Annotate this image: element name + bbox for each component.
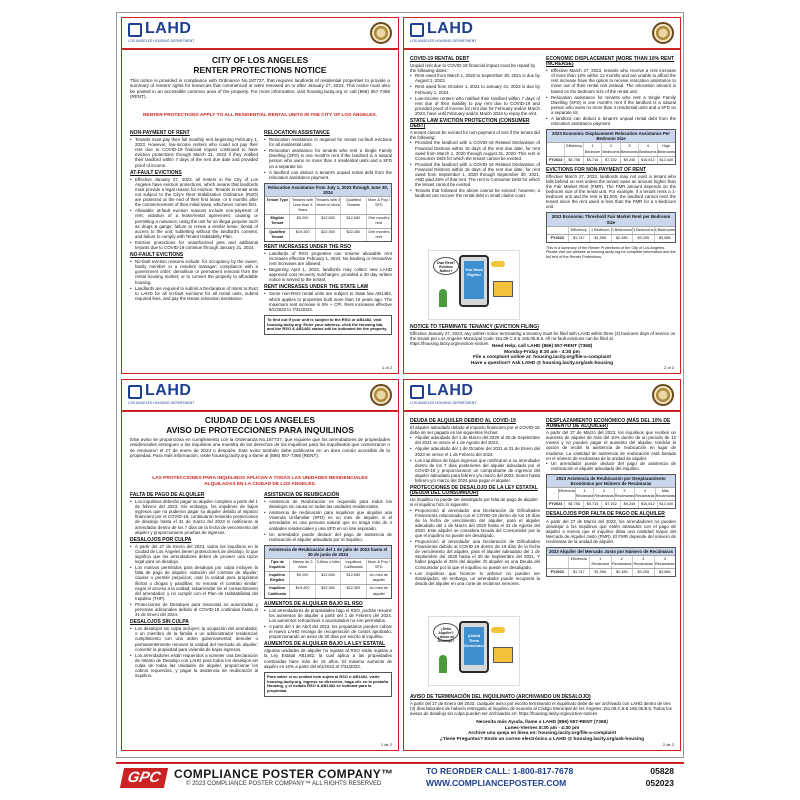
city-seal-icon (652, 384, 674, 406)
product-code: 05828 (650, 766, 674, 776)
city-seal-icon (370, 384, 392, 406)
city-seal-icon (652, 22, 674, 44)
paragraph: A tenant cannot be evicted for non-payment of rent if the tenant did the following: (410, 130, 540, 141)
section-heading: DESALOJOS POR CULPA (130, 536, 192, 543)
table-header-cell: 3 Bedrooms (620, 143, 638, 155)
section-heading: RENT INCREASES UNDER THE RSO (264, 243, 351, 250)
lahd-logo (410, 384, 496, 408)
lahd-logo (128, 384, 214, 408)
paragraph: Un inquilino no puede ser desalojado por falta de pago de alquiler si el inquilino hizo lo siguiente: (410, 497, 538, 508)
paragraph: Effective January 27, 2023, any written notice terminating a tenancy must be filed with LAHD within three (3) business days of service on the tenant per Los Angeles Municipal Code 151.09.C.9 & 165.05.B.5. All no-fault evictions can be filed at https://housing.lacity.org/eviction-notices (410, 331, 676, 347)
relocation-table (264, 183, 392, 242)
footer (116, 762, 684, 790)
table-cell: $1,956 (589, 569, 611, 576)
bullet: • Some non-RSO rental units are subject to State law AB1482, which applies to properties built more than 15 years ago. The maximum rent increase is 5% + CPI. Rent increases effective 8/1/2022 to 7/31/2023. (264, 291, 392, 311)
table-row (265, 584, 391, 597)
bullet: • Tenants must pay their full monthly rent beginning February 1, 2023. However, low-income renters who could not pay their rent due to COVID-19 financial impact continued to have eviction protections through March 31, 2023 if they notified their landlord within 7 days of the rent due date and provided proof of income. (130, 137, 258, 168)
disclaimer: This is a summary of the Renter Protections of the City of Los Angeles. Please visit our website at housing.lacity.org for complete information and the full text of the Renter Protections. (546, 245, 676, 259)
page-title (142, 416, 378, 435)
table-header-cell: 3 Recámaras (632, 556, 654, 568)
lahd-logo-icon (128, 23, 142, 37)
left-column (410, 54, 540, 199)
table-header-cell: 1 Recámara (575, 488, 594, 500)
table-cell: $22,350 (315, 229, 340, 241)
fair-market-rent-table (546, 547, 676, 577)
table-cell: $3,686 (654, 235, 676, 242)
poster (116, 12, 684, 758)
phone-screen-text: ¡Usted Tiene Derechos! (464, 627, 484, 665)
table-header-cell: 4 Bedrooms (654, 227, 676, 234)
bullet: • Proporcionó al arrendador una Declaración de Dificultades Financieras relacionada con el COVID-19 dentro de los 15 días de la fecha de vencimiento del alquiler, para el alquiler adeudado del 1 de Marzo del 2020 hasta el 31 de Agosto del 2020. Este alquiler se considera Deuda del Consumidor por la que el inquilino no puede ser desalojado. (410, 508, 540, 539)
section-heading: DESALOJOS SIN CULPA (130, 619, 189, 626)
phone-icon (459, 621, 489, 673)
bullet: • A landlord can deduct a tenant's unpaid rental debt from the relocation assistance payment. (264, 170, 392, 180)
bullet: • Provided the landlord with a COVID-19 Related Declaration of Financial Distress within 15 days of the rent due date, for rent owed from September 1, 2020 through September 30, 2021, AND paid 25% of that rent. The rent is Consumer Debt for which the tenant cannot be evicted. (410, 162, 540, 187)
lahd-logo-icon (410, 385, 424, 399)
section-heading: NO-FAULT EVICTIONS (130, 252, 184, 259)
table-row (547, 500, 675, 508)
gpc-logo: GPC (120, 768, 168, 788)
bullet: • Los motivos permitidos para desalojos por culpa incluyen la falta de pago de alquiler; violación del contrato de alquiler; causar o permitir perjuicios; usar la unidad para propósitos ilícitos o drogas y pandillas; no renovar el contrato similar; negar el acceso a la unidad; subarrendar sin el consentimiento del arrendador; y no cumplir con el Plan de Habitabilidad del Inquilino (THP). (130, 565, 258, 601)
contact-line: Necesita más Ayuda, llame a LAHD (866) 557-RENT (7368) (476, 720, 608, 725)
bullet: • Los inquilinos deberán pagar su alquiler completo a partir del 1 de febrero del 2023. Sin embargo, los inquilinos de bajos ingresos que no pudieron pagar su alquiler debido al impacto financiero por el COVID-19, continuaron teniendo protecciones de desalojo hasta el 31 de marzo del 2023 si notificaron al arrendador dentro de los 7 días de la fecha de vencimiento del alquiler y proporcionaron pruebas de ingresos. (130, 499, 258, 535)
copyright: © 2023 COMPLIANCE POSTER COMPANY™ ALL RIGHTS RESERVED (186, 781, 382, 787)
table-cell: $19,400 (289, 229, 314, 241)
contact-line: File a complaint online at: housing.lacity.org/file-a-complaint (473, 355, 611, 361)
footer-website-link[interactable]: WWW.COMPLIANCEPOSTER.COM (426, 778, 567, 788)
rights-illustration (428, 250, 520, 320)
table-cell: Qualified Tenant (269, 229, 286, 239)
key-icon (491, 261, 505, 267)
fair-market-rent-table (546, 212, 676, 242)
plant-icon (439, 655, 447, 673)
table-cell: $1,747 (568, 569, 590, 576)
contact-line: Lunes-Viernes 8:30 am - 4:30 pm (504, 725, 580, 731)
table-cell: $1,747 (568, 235, 590, 242)
phone-screen-text: You Have Rights! (464, 261, 484, 299)
termination-section (410, 692, 676, 716)
right-column (546, 54, 676, 259)
economic-displacement-table (546, 129, 676, 164)
house-icon (493, 647, 513, 663)
section-heading: DEUDA DE ALQUILER DEBIDO AL COVID-19 (410, 418, 516, 424)
contact-line: Monday-Friday 8:30 am - 4:30 pm (504, 349, 580, 355)
table-header-cell: Tenants with Less than 3 Years (289, 197, 314, 214)
rso-lookup-box: To find out if your unit is subject to the RSO or AB1482, visit housing.lacity.org. Enter your address, click the Housing tab, and the RSO & AB1482 status will be indicated for the property. (264, 315, 392, 335)
table-row (547, 234, 675, 242)
bullet: • Asistencia de reubicación para inquilinos que alquilan una Vivienda Unifamiliar (SFD) es un mes de alquiler, si el arrendador es una persona natural que no tenga más de 4 unidades residenciales y una SFD en un lote separado. (264, 510, 392, 530)
bullet: • Rent owed from October 1, 2021 to January 31, 2023 is due by February 1, 2024. (410, 84, 540, 94)
table-header-cell: Tipo de Inquilino (269, 560, 286, 570)
table-header-cell: 3 Bedrooms (632, 227, 654, 234)
lahd-dept-text: LOS ANGELES HOUSING DEPARTMENT (410, 39, 477, 43)
reorder-phone[interactable]: TO REORDER CALL: 1-800-817-7678 (426, 766, 574, 776)
panel-english-page-1 (121, 17, 399, 374)
table-title: Asistencia de Reubicación del 1 de julio de 2023 hasta el 30 de junio de 2024 (265, 546, 391, 558)
table-cell: One month's rent (366, 215, 391, 227)
table-header-cell: 2 Recámaras (611, 556, 633, 568)
table-cell: $9,240 (620, 501, 638, 508)
title-line-2: AVISO DE PROTECCIONES PARA INQUILINOS (166, 424, 354, 435)
panel-spanish-page-1 (121, 379, 399, 751)
table-cell: $12,650 (340, 572, 365, 584)
economic-displacement-table (546, 474, 676, 509)
panel-english-page-2 (403, 17, 681, 374)
paragraph: A partir del 27 de Marzo del 2023, los arrendadores no pueden desalojar a los inquilinos que estén atrasados con el pago de alquiler a menos que el inquilino deba una cantidad mayor del Mercado de Alquiler Justo (FMR). El FMR depende del número de recámaras de la unidad de alquiler. (546, 518, 676, 544)
termination-section (410, 322, 676, 346)
lahd-logo-text: LAHD (427, 20, 474, 37)
bullet: • Beginning April 1, 2023, landlords may collect new LAHD approved cost recovery surcharges, provided a 30 day written notice is served to the tenant. (264, 267, 392, 282)
table-header-row (547, 142, 675, 155)
bullet: • Los arrendadores de propiedades bajo el RSO, podrán resumir los aumentos de alquiler a partir del 1 de Febrero del 2024. Los aumentos retroactivos o acumulados no son permitidos. (264, 608, 392, 623)
lahd-logo-icon (410, 23, 424, 37)
table-row (265, 214, 391, 227)
table-cell: Un mes de alquiler (366, 572, 391, 584)
red-notice: RENTER PROTECTIONS APPLY TO ALL RESIDENTIAL RENTAL UNITS IN THE CITY OF LOS ANGELES. (142, 113, 377, 118)
bullet: • Relocation assistance for tenants who rent a Single Family Dwelling (SFD) is one month's rent if the landlord is a natural person who owns no more than 4 residential units and a SFD on a separate lot. (264, 148, 392, 168)
table-header-cell: High Bedrooms (657, 143, 675, 155)
bullet: • Landlords of RSO properties can resume allowable rent increases effective February 1, 2024. No banking or retroactive rent increases are allowed. (264, 251, 392, 266)
table-header-cell (547, 488, 558, 500)
table-header-cell: Menos de 3 Años (289, 559, 314, 571)
lahd-logo-text: LAHD (145, 20, 192, 37)
bullet: • Un arrendador puede deducir del pago de asistencia de reubicación el alquiler adeudado del inquilino. (546, 461, 676, 471)
table-header-cell: Más Recámaras (655, 488, 675, 500)
relocation-table (264, 545, 392, 599)
table-title: 2023 Economic Displacement Relocation Assistance Per Bedroom Size (547, 130, 675, 142)
table-header-row (547, 487, 675, 500)
table-header-cell: 3 Años o Más (315, 559, 340, 571)
table-cell: $4,758 (564, 501, 582, 508)
paragraph: A partir del 27 de Marzo del 2023, los inquilinos que reciben un aumento de alquiler de más del 10% dentro de un periodo de 12 meses y no pueden pagar el aumento del alquiler, tendrán la opción de recibir la asistencia de reubicación en lugar de mudarse. La cantidad de asistencia de reubicación está basada en el número de recámaras de la unidad de alquiler. (546, 430, 676, 461)
house-icon (493, 281, 513, 297)
table-header-cell: 1 Bedroom (583, 143, 601, 155)
key-icon (491, 627, 505, 633)
lahd-logo-text: LAHD (427, 382, 474, 399)
bullet: • Allowable at-fault eviction reasons include non-payment of rent; violation of a lease/rental agreement; causing or permitting a nuisance; using the unit for an illegal purpose such as drugs & gangs; failure to renew a similar lease; denial of access to the unit; subletting without the landlord's consent; and failure to comply with Tenant Habitability Plan. (130, 208, 258, 239)
bullet: • Protecciones de Desalojos para mascotas no autorizadas y personas adicionales debido al COVID-19 continúan hasta el 31 de Enero del 2024. (130, 602, 258, 617)
page-title (142, 56, 378, 75)
table-header-cell: Efficiency (564, 143, 582, 155)
table-header-row (265, 196, 391, 214)
section-heading: RENT INCREASES UNDER THE STATE LAW (264, 284, 369, 291)
bullet: • Alquiler adeudado del 1 de Octubre del 2021 al 31 de Enero del 2023 se vence el 1 de Febrero del 2024. (410, 446, 540, 456)
table-header-cell: 4 Recámaras (634, 488, 654, 500)
paragraph: Algunas unidades de alquiler no sujetas al RSO están sujetas a la Ley Estatal AB1482, la cual aplica a las propiedades construidas hace más de 15 años. El máximo aumento de alquiler es 10% a partir del 8/1/2022 al 7/31/2023. (264, 648, 392, 669)
table-header-cell: Eficiencia (558, 488, 575, 500)
table-row (265, 228, 391, 241)
table-cell: $3,686 (654, 569, 676, 576)
table-header-cell: 2 Recámaras (593, 488, 613, 500)
revision-code: 052023 (645, 778, 674, 788)
bullet: • Landlords are required to submit a Declaration of Intent to Evict to LAHD for all no-fault evictions for all rental units, submit required fees, and pay the tenant relocation assistance. (130, 286, 258, 301)
table-cell: $5,716 (583, 157, 601, 164)
left-column (130, 490, 258, 679)
section-heading: DESALOJOS POR FALTA DE PAGO DE ALQUILER (546, 511, 665, 518)
section-heading: ASISTENCIA DE REUBICACIÓN (264, 492, 340, 498)
table-cell: Inquilino Elegible (269, 573, 286, 583)
table-header-cell (547, 556, 568, 568)
header-rule (404, 48, 680, 50)
table-title: 2023 Economic Threshold Fair Market Rent per Bedroom Size (547, 213, 675, 225)
page-number: 1 of 2 (381, 365, 392, 370)
section-heading: AT-FAULT EVICTIONS (130, 169, 182, 176)
title-line-1: CITY OF LOS ANGELES (211, 55, 309, 65)
table-header-cell: 2 Bedrooms (611, 227, 633, 234)
paragraph: Unpaid rent due to COVID-19 financial impact must be repaid by the following dates: (410, 63, 536, 74)
table-cell: FY2023 (549, 157, 563, 162)
section-heading: NOTICE TO TERMINATE TENANCY (EVICTION FILING) (410, 324, 539, 330)
bullet: • Relocation assistance for tenants who rent a Single Family Dwelling (SFD) is one month's rent if the landlord is a natural person who owns no more than 4 residential units and a SFD on a separate lot. (546, 95, 676, 115)
table-cell: $12,440 (657, 157, 675, 164)
contact-line: Have a question? Ask LAHD @ housing.lacity.org/ask-housing (470, 360, 614, 366)
section-heading: NON-PAYMENT OF RENT (130, 130, 190, 136)
table-cell: $7,152 (601, 157, 619, 164)
table-cell: $12,440 (657, 501, 675, 508)
city-seal-icon (370, 22, 392, 44)
panel-spanish-page-2 (403, 379, 681, 751)
section-heading: FALTA DE PAGO DE ALQUILER (130, 492, 205, 498)
table-cell: FY2023 (550, 235, 564, 240)
table-cell: Un mes de alquiler (366, 585, 391, 597)
table-title: 2023 Alquiler del Mercado Justo por Número de Recámaras (548, 548, 674, 554)
table-cell: $3,255 (632, 569, 654, 576)
table-cell: $3,255 (632, 235, 654, 242)
table-header-cell: 1 Bedroom (589, 227, 611, 234)
intro-paragraph: Este aviso se proporciona en cumplimiento con la Ordenanza No.187737, que requiere que los arrendadores de propiedades residenciales entreguen a los inquilinos una muestra de los derechos de los inquilinos para los inquilinatos que comenzaron o se renovaron el 27 de enero de 2023 o después. Este aviso también debe publicarse en un área común accesible de la propiedad. Para más información, visite housing.lacity.org o llame al (866) 557-7368 (RENT). (130, 437, 390, 458)
table-row (547, 156, 675, 164)
rso-lookup-box: Para saber si su unidad está sujeta al RSO o AB1482, visite housing.lacity.org. Ingrese su dirección, haga clic en la pestaña Housing, y el estado RSO & AB1482 se indicará para la propiedad. (264, 672, 392, 697)
table-cell: $1,956 (589, 235, 611, 242)
bullet: • Rent owed from March 1, 2020 to September 30, 2021 is due by August 1, 2023. (410, 73, 540, 83)
table-cell: $4,758 (564, 157, 582, 164)
lahd-logo-text: LAHD (145, 382, 192, 399)
section-heading: RELOCATION ASSISTANCE (264, 130, 330, 136)
section-heading: PROTECCIONES DE DESALOJO DE LA LEY ESTATAL (DEUDA DEL CONSUMIDOR) (410, 485, 538, 497)
bullet: • A partir del 27 de Enero del 2023, todos los inquilinos en la Ciudad de Los Ángeles tienen protecciones de desalojo, lo que significa que los arrendadores deben de proveer una razón legal para un desalojo. (130, 544, 258, 564)
table-cell: Inquilino Calificado (268, 586, 287, 596)
table-cell: $9,200 (289, 215, 314, 227)
table-cell: $22,350 (340, 585, 365, 597)
left-column (410, 416, 540, 587)
table-header-cell: Qualified Tenants (340, 197, 365, 214)
table-cell: $12,650 (315, 215, 340, 227)
contact-block (410, 720, 674, 742)
bullet: • Los inquilinos de bajos ingresos que notificaron a su arrendador dentro de los 7 días posteriores del alquiler adeudado por el COVID-19 y proporcionaron un comprobante de ingresos del alquiler adeudado para febrero y/o marzo del 2023, tienen hasta febrero y/o marzo del 2024 para pagar el alquiler. (410, 458, 540, 483)
bullet: • Alquiler adeudado del 1 de Marzo del 2020 al 30 de Septiembre del 2021 se vence el 1 de Agosto del 2023. (410, 435, 540, 445)
bullet: • Los arrendadores están requeridos a someter una Declaración de Intento de Desalojo con LAHD para todos los desalojos sin culpa de todas las unidades de alquiler, proporcionar los cobros requeridos, y pagar la asistencia de reubicación al inquilino. (130, 653, 258, 678)
lahd-dept-text: LOS ANGELES HOUSING DEPARTMENT (410, 401, 477, 405)
section-heading: STATE LAW EVICTION PROTECTION (CONSUMER DEBT) (410, 118, 530, 130)
section-heading: ECONOMIC DISPLACEMENT (MORE THAN 10% RENT INCREASE) (546, 56, 675, 68)
table-cell: One month's rent (366, 229, 391, 241)
table-cell: FY2023 (549, 502, 563, 507)
bullet: • Los inquilinos que hicieron lo anterior no pueden ser desalojados; sin embargo, un arrendador puede recuperar la deuda del alquiler en una corte de reclamos menores. (410, 571, 540, 586)
table-header-cell: Tenants with 3 Years or More (315, 197, 340, 214)
bullet: • Proporcionó al arrendador una Declaración de Dificultades Financieras debido al COVID-19 dentro de 15 días de la fecha de vencimiento del alquiler, para el alquiler adeudado del 1 de Septiembre del 2020 hasta el 30 de Septiembre del 2021, Y haber pagado el 25% del alquiler. El alquiler es una Deuda del Consumidor por la que el inquilino no puede ser desalojado. (410, 539, 540, 570)
table-header-cell: Mom & Pop / SFD (366, 559, 391, 571)
intro-paragraph: This notice is provided in compliance with Ordinance No.187737, that requires landlords of residential properties to provide a summary of renters' rights for tenancies that commenced or were renewed on or after January 27, 2023. This notice must also be posted in an accessible common area of the property. For more information, visit housing.lacity.org or call (866) 557-7368 (RENT). (130, 78, 390, 99)
contact-block (410, 344, 674, 366)
brand-name: COMPLIANCE POSTER COMPANY™ (174, 767, 394, 781)
right-column (546, 416, 676, 580)
table-cell: $12,650 (340, 215, 365, 227)
table-header-row (547, 226, 675, 234)
table-cell: $22,350 (340, 229, 365, 241)
bullet: • Tenants that followed the above cannot be evicted; however, a landlord can recover the rental debt in small claims court. (410, 188, 540, 198)
bullet: • Asistencia de Reubicación es requerida para todos los desalojos sin causa en todas las unidades residenciales. (264, 499, 392, 509)
page-number: 1 de 2 (380, 742, 392, 747)
table-header-cell: Inquilinos Calificados (340, 559, 365, 571)
table-cell: $2,486 (611, 235, 633, 242)
bullet: • A partir del 1 de Abril del 2023, los propietarios pueden cobrar el nuevo LAHD recargo de recuperación de costos aprobado, proporcionando un aviso de 30 días por escrito al inquilino. (264, 624, 392, 639)
bullet: • Low-income renters who notified their landlord within 7 days of rent due of their inability to pay rent due to COVID-19 and provided proof of income for rent due for February and/or March 2023, have until February and/or March 2024 to repay the rent. (410, 96, 540, 116)
question-bubble: Owe Rent? Eviction Notice? (433, 257, 459, 275)
paragraph: El alquiler adeudado debido al impacto financiero por el COVID-19 debe de ser pagado en las siguientes fechas: (410, 425, 540, 436)
bullet: • No-fault eviction reasons include: for occupancy by the owner, family member or a resident manager; compliance with a government order; demolition or permanent removal from the rental housing market; or to convert the property to affordable housing. (130, 259, 258, 284)
section-heading: AVISO DE TERMINACIÓN DEL INQUILINATO (ARCHIVANDO UN DESALOJO) (410, 694, 591, 700)
bullet: • Los desalojos sin culpa incluyen: la ocupación del arrendador, o un miembro de la familia o un administrador residencial; cumplimiento con una orden gubernamental; demoler o permanentemente remover la unidad del mercado de alquiler; convertir la propiedad para vivienda de bajos ingresos. (130, 626, 258, 651)
left-column (130, 128, 258, 302)
lahd-logo (128, 22, 214, 46)
table-header-cell: Tenant Type (266, 198, 289, 203)
table-cell: $9,200 (289, 572, 314, 584)
table-header-cell (547, 143, 564, 155)
table-header-cell: Efficiency (568, 227, 590, 234)
table-row (547, 568, 675, 576)
lahd-dept-text: LOS ANGELES HOUSING DEPARTMENT (128, 401, 195, 405)
table-cell: Eligible Tenant (270, 216, 284, 226)
header-rule (122, 410, 398, 412)
lahd-dept-text: LOS ANGELES HOUSING DEPARTMENT (128, 39, 195, 43)
table-cell: $9,240 (620, 157, 638, 164)
title-line-2: RENTER PROTECTIONS NOTICE (193, 64, 327, 75)
paragraph: Effective March 27, 2023, landlords may not evict a tenant who falls behind on rent unless the tenant owes an amount higher than the Fair Market Rent (FMR). The FMR amount depends on the bedroom size of the rental unit. For example, if a tenant rents a 1-bedroom unit and the rent is $1,000, the landlord cannot evict the tenant since the rent owed is less than the FMR for a 1-bedroom unit. (546, 173, 676, 210)
table-header-cell: Mom & Pop / SFD (366, 197, 391, 214)
table-cell: $2,486 (611, 569, 633, 576)
bullet: • Eviction protections for unauthorized pets and additional tenants due to COVID-19 continue through January 31, 2024. (130, 240, 258, 250)
table-header-row (265, 558, 391, 571)
table-cell: $12,650 (315, 572, 340, 584)
section-heading: COVID-19 RENTAL DEBT (410, 56, 470, 62)
right-column (264, 490, 392, 697)
table-cell: $22,350 (315, 585, 340, 597)
table-header-cell: 4 Recámaras (654, 556, 676, 568)
section-heading: AUMENTOS DE ALQUILER BAJO EL RSO (264, 600, 363, 607)
table-header-row (547, 555, 675, 568)
contact-line: ¿Tiene Preguntas? Envíe un correo electrónico a LAHD @ housing.lacity.org/ask-housing (439, 736, 645, 742)
table-cell: $10,812 (638, 501, 656, 508)
section-heading: DESPLAZAMIENTO ECONÓMICO (MÁS DEL 10% DE AUMENTO DE ALQUILER) (546, 418, 671, 430)
table-cell: $7,152 (601, 501, 619, 508)
question-bubble: ¿Debe Alquiler? ¿Aviso de Desalojo? (433, 623, 459, 641)
lahd-logo (410, 22, 496, 46)
bullet: • Effective March 27, 2023, tenants who receive a rent increase of more than 10% within 12 months and are unable to afford the rent increase have the option to receive relocation assistance to move out of their rental unit instead. The relocation amount is based on the bedroom size of the rental unit. (546, 68, 676, 93)
paragraph: A partir del 27 de Enero del 2023, cualquier aviso por escrito terminando el inquilinato debe de ser archivado con LAHD dentro de tres (3) días laborales de haberlo entregado al inquilino de acuerdo al Código Municipal de los Ángeles 151.09.C.9 & 165.05.B.5. Todos los avisos de desalojo sin culpa pueden ser archivados en: https://housing.lacity.org/eviction-notices (410, 701, 672, 717)
table-cell: FY2023 (550, 570, 564, 575)
table-title: 2023 Asistencia de Reubicación por Desplazamiento Económico por Número de Recámaras (547, 475, 675, 487)
bullet: • Un arrendador puede deducir del pago de asistencia de reubicación el alquiler adeudado por el inquilino. (264, 532, 392, 542)
rights-illustration (428, 616, 520, 686)
table-header-cell: 2 Bedrooms (601, 143, 619, 155)
table-row (265, 571, 391, 584)
contact-line: Need Help, call LAHD (866) 557-RENT (7368) (491, 344, 593, 349)
page-number: 2 of 2 (663, 365, 674, 370)
phone-icon (459, 255, 489, 307)
red-notice: LAS PROTECCIONES PARA INQUILINOS APLICAN A TODAS LAS UNIDADES RESIDENCIALES ALQUILADAS EN LA CIUDAD DE LOS ANGELES. (152, 476, 368, 487)
contact-line: Archive una queja en línea en: housing.lacity.org/file-a-complaint (467, 731, 617, 737)
table-header-cell: 1 Recámara (589, 556, 611, 568)
plant-icon (439, 289, 447, 307)
bullet: • Provided the landlord with a COVID-19 Related Declaration of Financial Distress within 15 days of the rent due date, for rent owed from March 1, 2020 through August 31, 2020. This rent is Consumer Debt for which the tenant cannot be evicted. (410, 140, 540, 160)
header-rule (122, 48, 398, 50)
table-title: Relocation Assistance from July 1, 2023 through June 30, 2024 (265, 184, 391, 196)
table-cell: $10,812 (638, 157, 656, 164)
title-line-1: CIUDAD DE LOS ANGELES (204, 415, 316, 425)
bullet: • Relocation Assistance is required for tenant no-fault evictions for all residential units. (264, 137, 392, 147)
table-cell: $19,400 (289, 585, 314, 597)
bullet: • Effective January 27, 2023, all renters in the City of Los Angeles have eviction protections, which means that landlords must provide a legal reason for eviction. Tenants in rental units not subject to the City's Rent Stabilization Ordinance (RSO) are protected at the end of their first lease, or 6 months after the commencement of their initial lease, whichever comes first. (130, 177, 258, 208)
table-cell: $5,716 (583, 501, 601, 508)
page-number: 2 de 2 (662, 742, 674, 747)
table-header-cell: 3 Recámaras (614, 488, 634, 500)
table-header-cell: Eficiencia (568, 556, 590, 568)
table-header-cell: 4 Bedrooms (638, 143, 656, 155)
lahd-logo-icon (128, 385, 142, 399)
table-header-cell (547, 227, 568, 234)
section-heading: AUMENTOS DE ALQUILER BAJO LA LEY ESTATAL (264, 641, 386, 648)
right-column (264, 128, 392, 335)
header-rule (404, 410, 680, 412)
section-heading: EVICTIONS FOR NON-PAYMENT OF RENT (546, 166, 647, 173)
bullet: • A landlord can deduct a tenant's unpaid rental debt from the relocation assistance payment. (546, 116, 676, 126)
